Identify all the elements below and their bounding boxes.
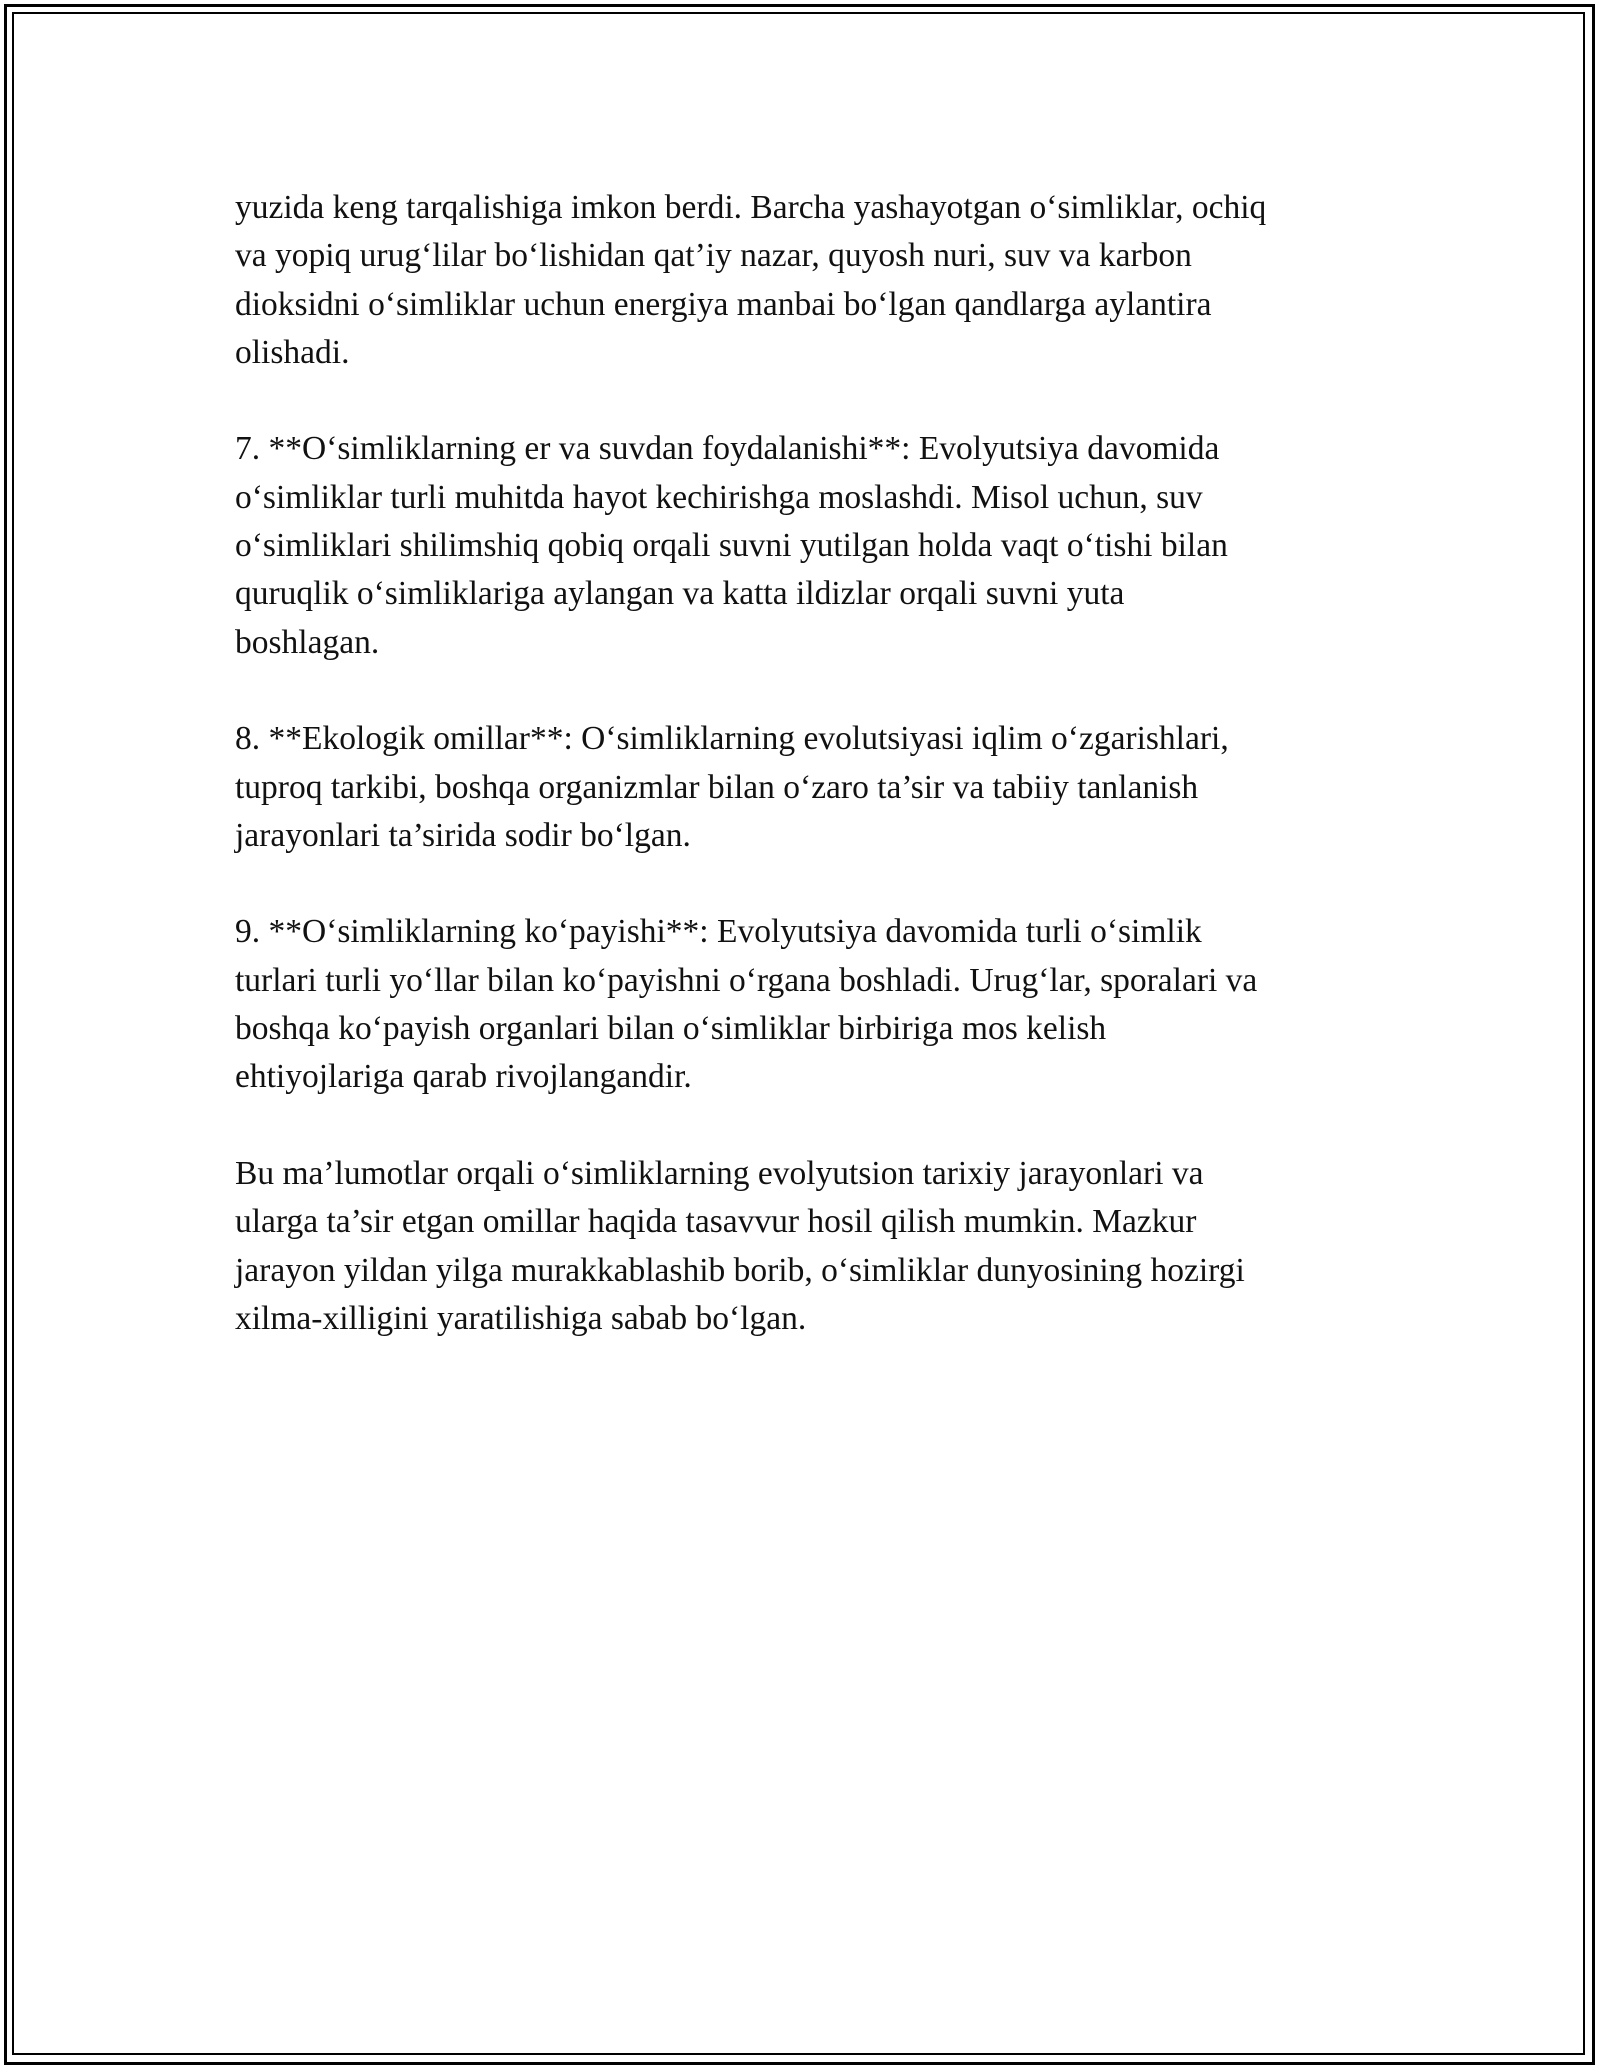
text-line: boshlagan. [235, 623, 380, 661]
paragraph-intro-continuation [235, 184, 1375, 377]
text-line: va yopiq urug‘lilar bo‘lishidan qat’iy nazar, quyosh nuri, suv va karbon [235, 237, 1192, 275]
paragraph-item-7 [235, 425, 1375, 666]
paragraph-item-9 [235, 908, 1375, 1101]
text-line: 8. **Ekologik omillar**: O‘simliklarning evolutsiyasi iqlim o‘zgarishlari, [235, 720, 1229, 758]
text-line: jarayonlari ta’sirida sodir bo‘lgan. [235, 816, 691, 854]
document-body [235, 184, 1375, 1391]
text-line: xilma-xilligini yaratilishiga sabab bo‘lgan. [235, 1299, 807, 1337]
text-line: boshqa ko‘payish organlari bilan o‘simliklar birbiriga mos kelish [235, 1010, 1107, 1048]
text-line: tuproq tarkibi, boshqa organizmlar bilan o‘zaro ta’sir va tabiiy tanlanish [235, 768, 1199, 806]
text-line: o‘simliklar turli muhitda hayot kechirishga moslashdi. Misol uchun, suv [235, 478, 1203, 516]
text-line: quruqlik o‘simliklariga aylangan va katta ildizlar orqali suvni yuta [235, 575, 1125, 613]
text-line: ehtiyojlariga qarab rivojlangandir. [235, 1058, 692, 1096]
text-line: turlari turli yo‘llar bilan ko‘payishni o‘rgana boshladi. Urug‘lar, sporalari va [235, 961, 1258, 999]
text-line: o‘simliklari shilimshiq qobiq orqali suvni yutilgan holda vaqt o‘tishi bilan [235, 527, 1228, 565]
text-line: 7. **O‘simliklarning er va suvdan foydalanishi**: Evolyutsiya davomida [235, 430, 1220, 468]
paragraph-conclusion [235, 1150, 1375, 1343]
text-line: 9. **O‘simliklarning ko‘payishi**: Evolyutsiya davomida turli o‘simlik [235, 913, 1202, 951]
text-line: dioksidni o‘simliklar uchun energiya manbai bo‘lgan qandlarga aylantira [235, 285, 1212, 323]
text-line: Bu ma’lumotlar orqali o‘simliklarning evolyutsion tarixiy jarayonlari va [235, 1154, 1204, 1192]
text-line: olishadi. [235, 333, 350, 371]
text-line: yuzida keng tarqalishiga imkon berdi. Barcha yashayotgan o‘simliklar, ochiq [235, 189, 1267, 226]
paragraph-item-8 [235, 715, 1375, 860]
text-line: jarayon yildan yilga murakkablashib borib, o‘simliklar dunyosining hozirgi [235, 1251, 1245, 1289]
text-line: ularga ta’sir etgan omillar haqida tasavvur hosil qilish mumkin. Mazkur [235, 1203, 1197, 1241]
